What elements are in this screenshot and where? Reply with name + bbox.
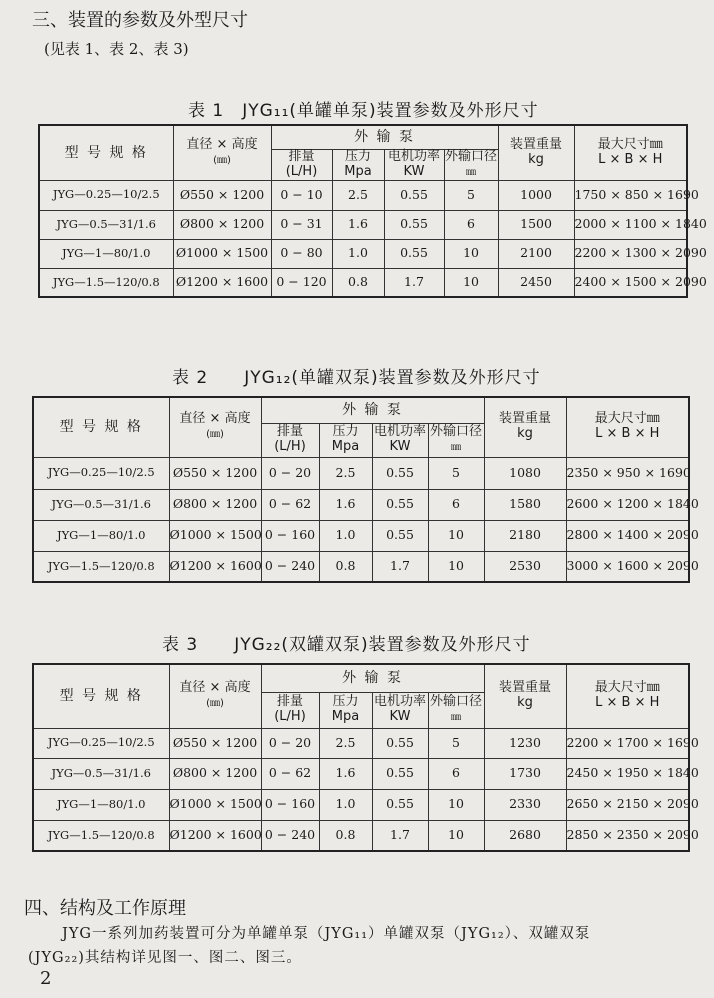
cell-pressure [319,489,372,520]
table-row [33,489,689,520]
cell-dimension [169,520,261,551]
table-row [33,758,689,789]
header-pressure [332,149,384,180]
cell-flow [261,789,319,820]
cell-dimension [169,789,261,820]
cell-max-size [574,210,707,239]
header-pump [261,664,484,692]
cell-flow [271,180,332,210]
header-port-diameter-text: 外输口径 [430,694,483,710]
cell-flow-text: 0 − 160 [264,527,316,543]
cell-model [39,239,173,268]
cell-pressure [332,268,384,297]
cell-model [33,520,169,551]
header-weight-text-1: kg [517,426,533,442]
cell-flow [261,758,319,789]
cell-model [39,210,173,239]
cell-model-text: JYG—0.25—10/2.5 [52,187,160,202]
cell-weight-text: 1580 [509,496,541,512]
cell-port-diameter-text: 10 [448,827,464,843]
cell-pressure-text: 0.8 [335,558,356,574]
cell-dimension-text: Ø550 × 1200 [172,464,258,480]
header-dimension [173,125,271,180]
header-max-size-text: 最大尺寸㎜ [594,680,660,696]
header-flow-text-1: (L/H) [274,709,306,724]
cell-flow-text: 0 − 160 [264,796,316,812]
header-max-size-text: 最大尺寸㎜ [594,411,660,427]
cell-model-text: JYG—0.5—31/1.6 [51,496,151,511]
cell-flow-text: 0 − 240 [264,558,316,574]
cell-max-size-text: 2200 × 1300 × 2090 [574,245,707,261]
cell-weight [484,551,566,582]
cell-dimension-text: Ø800 × 1200 [172,496,258,512]
header-max-size [566,397,689,457]
cell-pressure [319,457,372,489]
header-motor-power-text: 电机功率 [373,424,426,440]
cell-port-diameter-text: 5 [467,186,475,202]
cell-weight [484,728,566,758]
header-flow [271,149,332,180]
cell-max-size-text: 2350 × 950 × 1690 [566,464,691,480]
cell-dimension [169,551,261,582]
cell-motor-power [372,551,428,582]
header-port-diameter [428,423,484,457]
section-4-title: 四、结构及工作原理 [24,898,186,919]
cell-dimension-text: Ø550 × 1200 [172,734,258,750]
cell-weight [484,457,566,489]
cell-weight [484,520,566,551]
cell-dimension [173,268,271,297]
table-row [33,789,689,820]
cell-motor-power [372,758,428,789]
header-dimension-text: 直径 × 高度 [186,136,258,152]
header-model-text: 型 号 规 格 [59,688,143,705]
header-dimension-text-1: (㎜) [206,698,224,710]
header-flow [261,692,319,728]
header-pressure [319,423,372,457]
cell-dimension [169,820,261,851]
cell-motor-power-text: 0.55 [400,186,428,202]
cell-model [33,551,169,582]
cell-model-text: JYG—1.5—120/0.8 [47,827,155,842]
cell-model [33,758,169,789]
cell-dimension [169,758,261,789]
cell-max-size [566,758,699,789]
section-4-line-1: JYG一系列加药装置可分为单罐单泵（JYG₁₁）单罐双泵（JYG₁₂）、双罐双泵 [62,926,591,942]
cell-model [33,728,169,758]
cell-motor-power-text: 1.7 [390,558,410,574]
cell-model-text: JYG—1—80/1.0 [61,245,151,260]
cell-flow [271,239,332,268]
cell-flow [261,489,319,520]
cell-max-size [566,551,699,582]
table-row [39,210,687,239]
cell-port-diameter [444,180,498,210]
cell-model [33,457,169,489]
header-dimension-text-1: (㎜) [206,429,224,441]
cell-flow-text: 0 − 20 [268,734,312,750]
cell-weight-text: 1230 [509,734,541,750]
cell-flow [261,457,319,489]
cell-pressure [319,758,372,789]
header-max-size [574,125,687,180]
table-1 [38,124,707,298]
cell-dimension-text: Ø800 × 1200 [172,765,258,781]
cell-flow-text: 0 − 120 [276,274,327,290]
header-model-text: 型 号 规 格 [64,144,148,161]
cell-port-diameter-text: 5 [452,734,460,750]
table-row [33,820,689,851]
header-max-size-text-1: L × B × H [595,426,660,442]
header-model [33,664,169,728]
cell-pressure [332,239,384,268]
page-number: 2 [40,968,52,989]
cell-weight [498,239,574,268]
cell-weight-text: 2450 [520,274,552,290]
cell-flow [261,820,319,851]
cell-model-text: JYG—1.5—120/0.8 [47,558,155,573]
cell-model-text: JYG—0.25—10/2.5 [47,465,155,480]
cell-weight-text: 1500 [520,216,552,232]
cell-motor-power [372,820,428,851]
cell-max-size-text: 2600 × 1200 × 1840 [566,496,699,512]
cell-port-diameter-text: 10 [448,796,464,812]
cell-dimension-text: Ø1000 × 1500 [169,527,262,543]
header-weight [484,397,566,457]
header-motor-power [372,423,428,457]
cell-port-diameter [428,789,484,820]
cell-pressure-text: 1.0 [348,245,368,261]
table-3-caption: 表 3 JYG₂₂(双罐双泵)装置参数及外形尺寸 [162,635,531,655]
table-row [39,268,687,297]
table-row [33,551,689,582]
cell-dimension-text: Ø1200 × 1600 [169,827,262,843]
cell-weight-text: 2680 [509,827,541,843]
cell-flow-text: 0 − 62 [268,765,312,781]
cell-dimension-text: Ø1200 × 1600 [175,274,269,290]
header-dimension-text: 直径 × 高度 [179,411,251,427]
header-max-size [566,664,689,728]
cell-pressure-text: 1.6 [335,765,356,781]
cell-motor-power [384,180,444,210]
header-flow-text: 排量 [276,694,303,710]
table-row [39,180,687,210]
header-motor-power-text-1: KW [389,439,411,454]
cell-dimension-text: Ø1000 × 1500 [175,245,269,261]
cell-max-size-text: 1750 × 850 × 1690 [574,186,699,202]
cell-max-size-text: 2650 × 2150 × 2090 [566,796,699,812]
cell-motor-power [372,789,428,820]
header-pressure-text: 压力 [332,694,359,710]
cell-flow [261,520,319,551]
cell-port-diameter-text: 6 [452,496,460,512]
cell-weight [484,489,566,520]
cell-motor-power [372,489,428,520]
cell-weight [498,268,574,297]
cell-model [33,789,169,820]
cell-pressure-text: 2.5 [335,464,356,480]
header-motor-power-text-1: KW [403,163,425,179]
cell-flow-text: 0 − 31 [280,216,323,232]
header-pressure-text-1: Mpa [331,439,360,454]
header-weight [484,664,566,728]
cell-model-text: JYG—0.25—10/2.5 [47,735,155,750]
header-model [39,125,173,180]
cell-max-size-text: 2000 × 1100 × 1840 [574,216,707,232]
cell-max-size [566,820,699,851]
cell-max-size-text: 3000 × 1600 × 2090 [566,558,699,574]
header-port-diameter [444,149,498,180]
cell-flow [261,728,319,758]
cell-weight-text: 2330 [509,796,541,812]
section-3-title: 三、装置的参数及外型尺寸 [32,10,248,31]
cell-weight [484,758,566,789]
cell-max-size [566,789,699,820]
cell-model [33,820,169,851]
cell-dimension [173,180,271,210]
cell-port-diameter [444,239,498,268]
header-weight-text: 装置重量 [510,136,563,152]
cell-max-size-text: 2450 × 1950 × 1840 [566,765,699,781]
cell-pressure [319,789,372,820]
cell-pressure [319,820,372,851]
table-3 [32,663,699,852]
cell-dimension-text: Ø800 × 1200 [179,216,265,232]
header-motor-power [384,149,444,180]
cell-motor-power-text: 0.55 [386,527,414,543]
cell-port-diameter [428,520,484,551]
cell-dimension-text: Ø1000 × 1500 [169,796,262,812]
cell-motor-power-text: 1.7 [404,274,424,290]
cell-max-size [574,180,699,210]
cell-flow [261,551,319,582]
header-max-size-text: 最大尺寸㎜ [597,136,663,152]
cell-weight-text: 1000 [520,186,552,202]
table-1-caption: 表 1 JYG₁₁(单罐单泵)装置参数及外形尺寸 [188,101,539,121]
cell-weight [498,210,574,239]
header-port-diameter-text: 外输口径 [430,424,483,440]
header-flow-text-1: (L/H) [274,439,306,454]
cell-weight-text: 2180 [509,527,541,543]
header-dimension-text: 直径 × 高度 [179,680,251,696]
cell-flow [271,268,332,297]
header-weight-text-1: kg [517,695,533,711]
cell-pressure-text: 2.5 [348,186,368,202]
cell-model-text: JYG—0.5—31/1.6 [56,216,156,231]
cell-model [39,268,173,297]
header-weight-text: 装置重量 [499,680,552,696]
cell-dimension [169,489,261,520]
header-pump-text: 外 输 泵 [354,129,415,146]
header-pressure-text-1: Mpa [331,709,360,724]
header-weight-text-1: kg [528,151,544,167]
cell-port-diameter-text: 10 [448,527,464,543]
header-pump-text: 外 输 泵 [342,670,403,687]
header-pressure-text: 压力 [344,148,371,164]
header-max-size-text-1: L × B × H [595,695,660,711]
cell-dimension-text: Ø1200 × 1600 [169,558,262,574]
cell-weight-text: 2530 [509,558,541,574]
cell-pressure [319,728,372,758]
header-motor-power-text-1: KW [389,709,411,724]
header-motor-power-text: 电机功率 [387,148,440,164]
table-row [33,728,689,758]
cell-flow-text: 0 − 62 [268,496,312,512]
cell-max-size [566,489,699,520]
cell-motor-power-text: 0.55 [400,245,428,261]
cell-dimension [173,239,271,268]
header-model-text: 型 号 规 格 [59,419,143,436]
cell-max-size [566,728,699,758]
cell-weight [498,180,574,210]
header-pressure-text: 压力 [332,424,359,440]
cell-port-diameter-text: 10 [448,558,464,574]
cell-port-diameter-text: 6 [452,765,460,781]
cell-max-size [574,268,707,297]
table-row [33,520,689,551]
cell-model-text: JYG—0.5—31/1.6 [51,765,151,780]
cell-weight [484,789,566,820]
cell-port-diameter [444,210,498,239]
cell-model-text: JYG—1—80/1.0 [56,796,146,811]
header-port-diameter [428,692,484,728]
header-port-diameter-text-1: ㎜ [451,712,462,723]
cell-port-diameter [444,268,498,297]
table-2-caption: 表 2 JYG₁₂(单罐双泵)装置参数及外形尺寸 [172,368,541,388]
header-max-size-text-1: L × B × H [598,151,663,167]
cell-port-diameter [428,758,484,789]
header-pump [271,125,498,149]
cell-port-diameter [428,457,484,489]
header-weight-text: 装置重量 [499,411,552,427]
cell-motor-power [372,520,428,551]
header-pump-text: 外 输 泵 [342,402,403,419]
cell-max-size [566,520,699,551]
cell-flow [271,210,332,239]
cell-port-diameter [428,728,484,758]
header-weight [498,125,574,180]
cell-pressure-text: 1.0 [335,796,356,812]
cell-model-text: JYG—1.5—120/0.8 [52,274,160,289]
cell-motor-power-text: 0.55 [386,796,414,812]
cell-dimension-text: Ø550 × 1200 [179,186,265,202]
cell-flow-text: 0 − 80 [280,245,323,261]
cell-pressure-text: 0.8 [335,827,356,843]
cell-dimension [169,728,261,758]
cell-max-size-text: 2400 × 1500 × 2090 [574,274,707,290]
cell-pressure-text: 1.0 [335,527,356,543]
cell-port-diameter [428,551,484,582]
cell-port-diameter-text: 10 [463,245,479,261]
cell-motor-power-text: 1.7 [390,827,410,843]
cell-motor-power-text: 0.55 [386,734,414,750]
cell-motor-power-text: 0.55 [386,765,414,781]
cell-pressure-text: 0.8 [348,274,368,290]
table-2 [32,396,699,583]
cell-max-size-text: 2800 × 1400 × 2090 [566,527,699,543]
cell-pressure [332,210,384,239]
header-motor-power [372,692,428,728]
header-pressure-text-1: Mpa [344,163,372,179]
header-flow-text: 排量 [288,148,315,164]
cell-pressure-text: 1.6 [335,496,356,512]
cell-motor-power-text: 0.55 [386,496,414,512]
header-model [33,397,169,457]
cell-pressure-text: 1.6 [348,216,368,232]
header-dimension [169,664,261,728]
header-pressure [319,692,372,728]
cell-motor-power [384,239,444,268]
cell-motor-power [372,457,428,489]
section-3-note: (见表 1、表 2、表 3) [44,40,189,58]
cell-dimension [173,210,271,239]
cell-motor-power-text: 0.55 [386,464,414,480]
header-dimension-text-1: (㎜) [213,154,231,166]
header-pump [261,397,484,423]
cell-max-size-text: 2200 × 1700 × 1690 [566,734,699,750]
cell-motor-power [372,728,428,758]
cell-port-diameter-text: 6 [467,216,475,232]
header-flow-text-1: (L/H) [285,163,318,179]
cell-pressure-text: 2.5 [335,734,356,750]
cell-max-size [566,457,689,489]
cell-weight [484,820,566,851]
header-port-diameter-text-1: ㎜ [466,166,477,178]
cell-weight-text: 1080 [509,464,541,480]
header-port-diameter-text-1: ㎜ [451,442,462,453]
cell-port-diameter-text: 10 [463,274,479,290]
cell-flow-text: 0 − 240 [264,827,316,843]
cell-max-size-text: 2850 × 2350 × 2090 [566,827,699,843]
cell-motor-power [384,210,444,239]
cell-motor-power [384,268,444,297]
cell-pressure [332,180,384,210]
header-motor-power-text: 电机功率 [373,694,426,710]
cell-port-diameter [428,820,484,851]
cell-flow-text: 0 − 10 [280,186,323,202]
cell-motor-power-text: 0.55 [400,216,428,232]
cell-dimension [169,457,261,489]
cell-model [39,180,173,210]
cell-pressure [319,551,372,582]
header-flow-text: 排量 [276,424,303,440]
cell-port-diameter-text: 5 [452,464,460,480]
header-dimension [169,397,261,457]
cell-pressure [319,520,372,551]
cell-max-size [574,239,707,268]
header-port-diameter-text: 外输口径 [445,148,498,164]
cell-weight-text: 2100 [520,245,552,261]
cell-port-diameter [428,489,484,520]
section-4-line-2: (JYG₂₂)其结构详见图一、图二、图三。 [28,950,302,966]
table-row [39,239,687,268]
cell-flow-text: 0 − 20 [268,464,312,480]
cell-weight-text: 1730 [509,765,541,781]
cell-model-text: JYG—1—80/1.0 [56,527,146,542]
table-row [33,457,689,489]
cell-model [33,489,169,520]
header-flow [261,423,319,457]
